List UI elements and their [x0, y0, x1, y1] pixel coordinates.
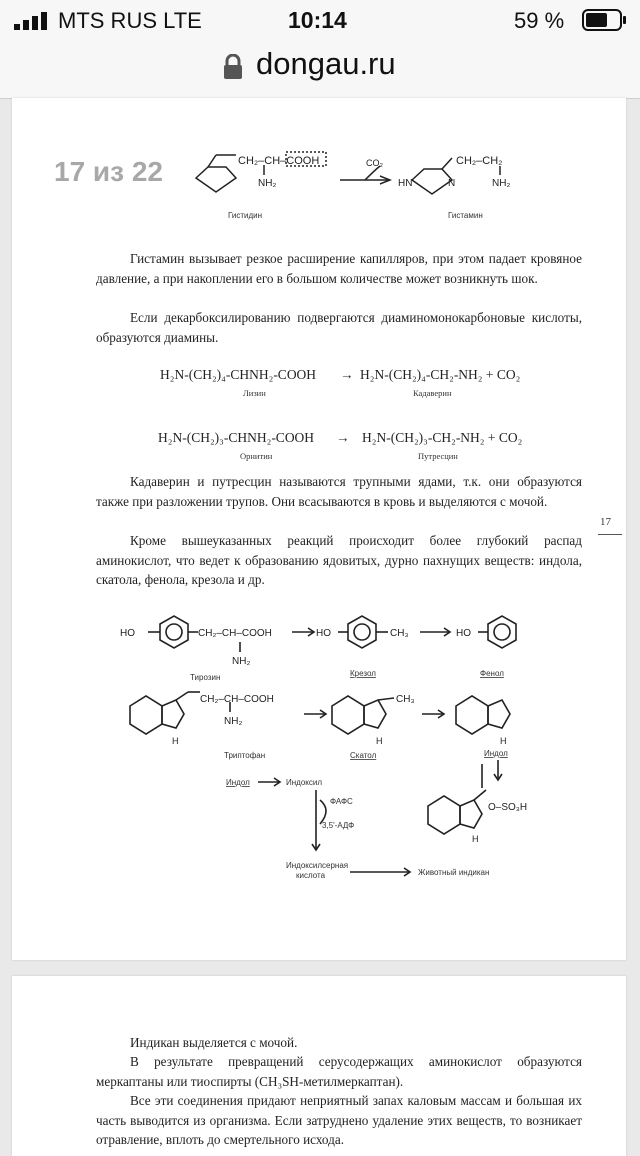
phenol-caption: Фенол [480, 669, 504, 678]
battery-percent: 59 % [514, 8, 565, 33]
paragraph-histamine: Гистамин вызывает резкое расширение капилляров, при этом падает кровяное давление, а при накоплении его в большом количестве может возникнуть шок. [96, 251, 582, 286]
skatole-caption: Скатол [350, 751, 377, 760]
tryptophan-h: H [172, 736, 179, 746]
paragraph-decomposition: Кроме вышеуказанных реакций происходит более глубокий распад аминокислот, что ведет к образованию ядовитых, дурно пахнущих веществ: индола, скатола, фенола, крезола и др. [96, 533, 582, 587]
tryptophan-chain: CH₂–CH–COOH [200, 694, 274, 705]
caption-cadaverine: Кадаверин [413, 388, 452, 398]
page-number-underline [598, 534, 622, 535]
tryptophan-nh2: NH₂ [224, 716, 243, 727]
indole-h: H [500, 736, 507, 746]
formula-cadaverine-right: H₂N-(CH₂)₄-CH₂-NH₂ + CO₂ [360, 367, 521, 382]
histamine-caption: Гистамин [448, 211, 483, 220]
histidine-caption: Гистидин [228, 211, 263, 220]
histidine-side-chain: CH₂–CH–COOH [238, 155, 320, 167]
paps-label: ФАФС [330, 797, 353, 806]
signal-icon [14, 12, 50, 30]
indican-label: Животный индикан [418, 868, 490, 877]
skatole-h: H [376, 736, 383, 746]
tyrosine-nh2: NH₂ [232, 656, 251, 667]
lock-icon [222, 54, 244, 80]
paragraph-diamines: Если декарбоксилированию подвергаются диаминомонокарбоновые кислоты, образуются диамины. [96, 310, 582, 345]
caption-putrescine: Путресцин [418, 451, 458, 461]
tryptophan-caption: Триптофан [224, 751, 266, 760]
paragraph-indican: Индикан выделяется с мочой. [130, 1035, 298, 1050]
caption-lysine: Лизин [243, 388, 266, 398]
document-page-number: 17 [600, 516, 611, 528]
address-bar[interactable] [0, 44, 640, 99]
histamine-side-chain: CH₂–CH₂ [456, 155, 503, 167]
indoxylsulfuric-acid-line1: Индоксилсерная [286, 861, 349, 870]
histidine-nh2: NH₂ [258, 178, 277, 189]
paragraph-removal: Все эти соединения придают неприятный запах каловым массам и большая их часть выводится из организма. Если затруднено удаление этих веществ, то возникает отравление, вплоть до смертельного исхода. [96, 1093, 582, 1147]
carrier-label: MTS RUS LTE [58, 8, 202, 33]
skatole-ch3: CH₃ [396, 694, 415, 705]
histamine-nh2: NH₂ [492, 178, 511, 189]
page-counter: 17 из 22 [54, 156, 163, 187]
cresol-caption: Крезол [350, 669, 376, 678]
histidine-scheme [180, 150, 540, 226]
indoxyl-sulfate-h: H [472, 834, 479, 844]
adp-label: 3,5'-АДФ [322, 821, 355, 830]
phenol-ho: HO [456, 628, 471, 639]
tyrosine-caption: Тирозин [190, 673, 221, 682]
status-bar [0, 0, 640, 44]
caption-ornithine: Орнитин [240, 451, 273, 461]
histamine-hn: HN [398, 178, 413, 189]
cresol-ho: HO [316, 628, 331, 639]
decomposition-scheme [120, 610, 540, 890]
formula-lysine-left: H₂N-(CH₂)₄-CHNH₂-COOH [160, 367, 317, 382]
paragraph-cadaverine: Кадаверин и путресцин называются трупными ядами, т.к. они образуются также при разложении трупов. Они всасываются в кровь и выделяются с мочой. [96, 474, 582, 509]
indoxylsulfuric-acid-line2: кислота [296, 871, 326, 880]
sulfo-group: O–SO₃H [488, 802, 528, 813]
formula-ornithine-left: H₂N-(CH₂)₃-CHNH₂-COOH [158, 430, 315, 445]
cresol-ch3: CH₃ [390, 628, 409, 639]
formula-arrow-2: → [336, 430, 350, 445]
indoxyl-label: Индоксил [286, 778, 323, 787]
co2-label: CO₂ [366, 158, 383, 168]
clock: 10:14 [288, 7, 347, 33]
indole-caption: Индол [484, 749, 508, 758]
histamine-n: N [448, 178, 456, 189]
formula-arrow-1: → [340, 367, 354, 382]
battery-icon [582, 9, 626, 31]
tyrosine-ho: HO [120, 628, 135, 639]
formula-putrescine-right: H₂N-(CH₂)₃-CH₂-NH₂ + CO₂ [362, 430, 523, 445]
paragraph-mercaptans: В результате превращений серусодержащих аминокислот образуются меркаптаны или тиоспирты (CH₃SH-метилмеркаптан). [96, 1054, 582, 1089]
tyrosine-chain: CH₂–CH–COOH [198, 628, 272, 639]
url-text[interactable]: dongau.ru [256, 46, 396, 81]
indole-small-label: Индол [226, 778, 250, 787]
